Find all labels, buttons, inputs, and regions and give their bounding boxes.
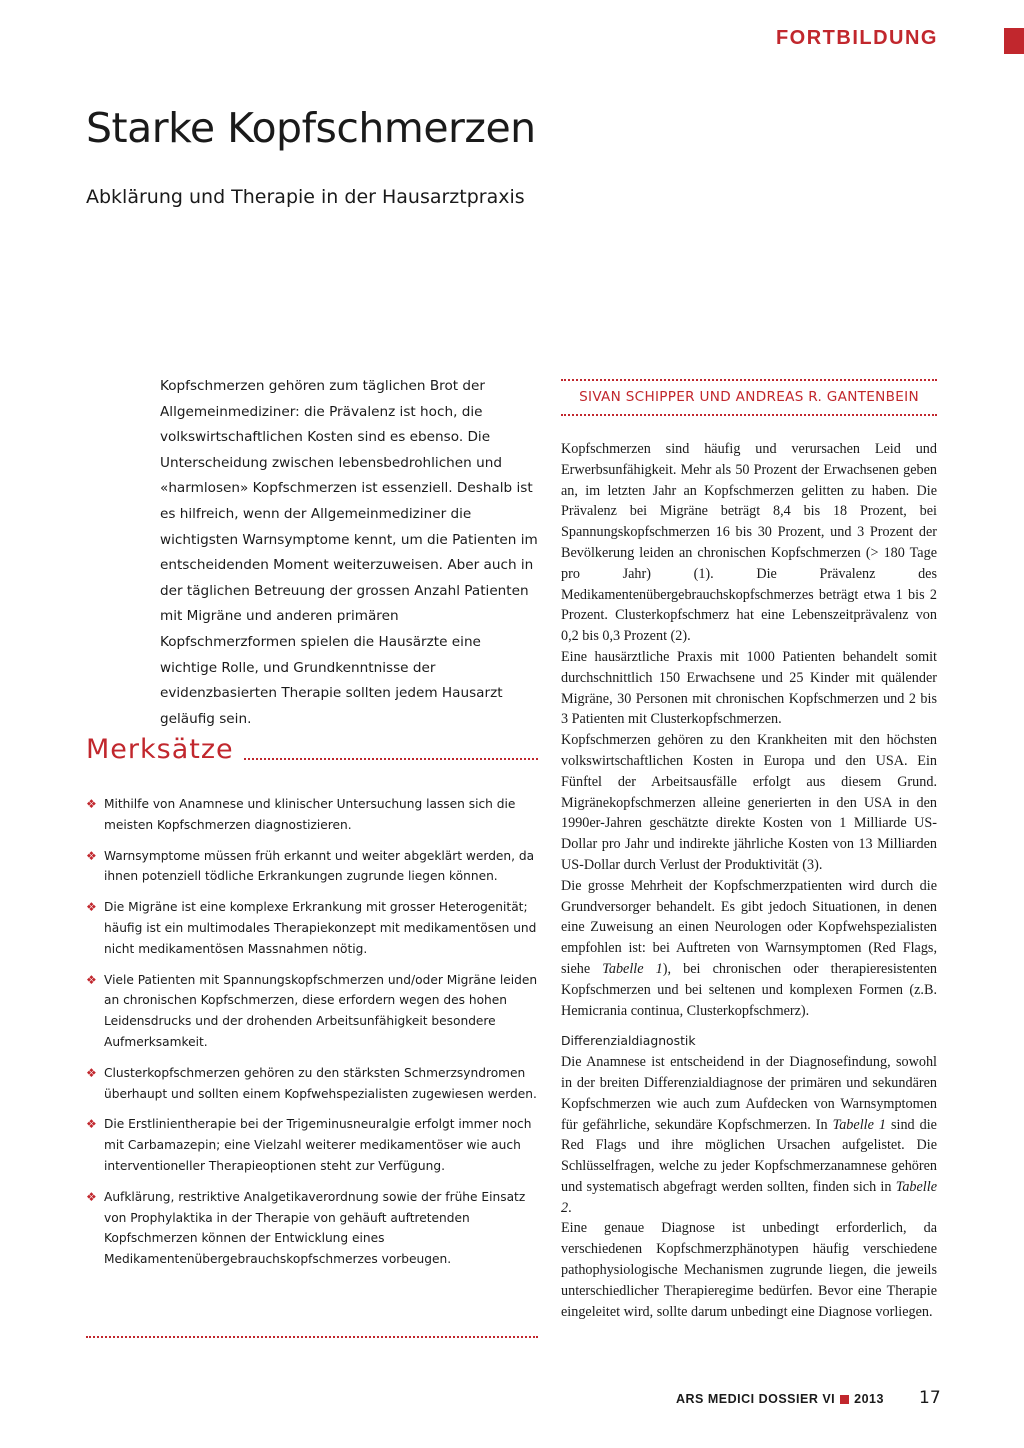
body-paragraph: Kopfschmerzen gehören zu den Krankheiten mit den höchsten volkswirtschaftlichen Kosten in Europa und den USA. Ein Fünftel der Arbeitsausfälle erfolgt aus diesem Grund. Migränekopfschmerzen alleine generierten in den USA in den 1990er-Jahren geschätzte direkte Kosten von 1 Milliarde US-Dollar pro Jahr und indirekte jährliche Kosten von 13 Milliarden US-Dollar durch Verlust der Produktivität (3). xyxy=(561,732,937,873)
diamond-bullet-icon: ❖ xyxy=(86,797,97,811)
table-reference-link[interactable]: Tabelle 2 xyxy=(561,1178,937,1216)
merksatz-item xyxy=(86,1114,538,1176)
body-paragraph: Eine hausärztliche Praxis mit 1000 Patienten behandelt somit durchschnittlich 150 Erwachsene und 25 Kinder mit quälender Migräne, 30 Personen mit chronischen Kopfschmerzen und 2 bis 3 Patienten mit Clusterkopfschmerzen. xyxy=(561,648,937,728)
page-number: 17 xyxy=(919,1388,941,1408)
journal-name: ARS MEDICI DOSSIER VI xyxy=(676,1392,836,1406)
merksaetze-list xyxy=(86,794,538,1280)
section-color-mark xyxy=(1004,28,1024,54)
article-title: Starke Kopfschmerzen xyxy=(86,104,536,152)
merksatz-text: Die Erstlinientherapie bei der Trigeminusneuralgie erfolgt immer noch mit Carbamazepin; eine Vielzahl weiterer medikamentöser wie auch interventioneller Therapieoptionen steht zur Verfügung. xyxy=(104,1117,532,1173)
article-body xyxy=(561,439,937,1322)
body-text-segment: . xyxy=(568,1199,572,1216)
diamond-bullet-icon: ❖ xyxy=(86,848,97,863)
diamond-bullet-icon: ❖ xyxy=(86,1117,97,1132)
diamond-bullet-icon: ❖ xyxy=(86,1189,97,1204)
body-text-segment: ), bei chronischen oder therapieresistenten Kopfschmerzen und bei seltenen und komplexen Formen (z.B. Hemicrania continua, Clusterkopfschmerz). xyxy=(561,960,937,1019)
footer-journal xyxy=(676,1392,884,1406)
authors-rule-top xyxy=(561,379,937,381)
merksatz-item xyxy=(86,846,538,888)
merksatz-text: Viele Patienten mit Spannungskopfschmerzen und/oder Migräne leiden an chronischen Kopfschmerzen, diese erfordern wegen des hohen Leidensdrucks und der drohenden Arbeitsunfähigkeit besondere Aufmerksamkeit. xyxy=(104,972,538,1049)
merksatz-text: Mithilfe von Anamnese und klinischer Untersuchung lassen sich die meisten Kopfschmerzen diagnostizieren. xyxy=(104,797,516,832)
merksaetze-header xyxy=(86,732,538,768)
authors-rule-bottom xyxy=(561,414,937,416)
diamond-bullet-icon: ❖ xyxy=(86,900,97,915)
body-paragraph: Eine genaue Diagnose ist unbedingt erforderlich, da verschiedenen Kopfschmerzphänotypen häufig verschiedene pathophysiologische Mechanismen zugrunde liegen, die jeweils unterschiedlicher Therapieregime bedürfen. Bevor eine Therapie eingeleitet wird, sollte darum unbedingt eine Diagnose vorliegen. xyxy=(561,1220,937,1320)
body-paragraph: Kopfschmerzen sind häufig und verursachen Leid und Erwerbsunfähigkeit. Mehr als 50 Prozent der Erwachsenen geben an, im letzten Jahr an Kopfschmerzen gelitten zu haben. Die Prävalenz bei Migräne beträgt 8,4 bis 18 Prozent, bei Spannungskopfschmerzen 16 bis 30 Prozent, und 3 Prozent der Bevölkerung leiden an chronischen Kopfschmerzen (> 180 Tage pro Jahr) (1). Die Prävalenz des Medikamentenübergebrauchskopfschmerzes beträgt etwa 1 bis 2 Prozent. Clusterkopfschmerz hat eine Lebenszeitprävalenz von 0,2 bis 0,3 Prozent (2). xyxy=(561,441,937,645)
article-lead: Kopfschmerzen gehören zum täglichen Brot der Allgemeinmediziner: die Prävalenz ist hoch, die volkswirtschaftlichen Kosten sind es ebenso. Die Unterscheidung zwischen lebensbedrohlichen und «harmlosen» Kopfschmerzen ist essenziell. Deshalb ist es hilfreich, wenn der Allgemeinmediziner die wichtigsten Warnsymptome kennt, um die Patienten im entscheidenden Moment weiterzuweisen. Aber auch in der täglichen Betreuung der grossen Anzahl Patienten mit Migräne und anderen primären Kopfschmerzformen spielen die Hausärzte eine wichtige Rolle, und Grundkenntnisse der evidenzbasierten Therapie sollten jedem Hausarzt geläufig sein. xyxy=(160,378,538,727)
diamond-bullet-icon: ❖ xyxy=(86,972,97,987)
merksatz-text: Warnsymptome müssen früh erkannt und weiter abgeklärt werden, da ihnen potenziell tödliche Erkrankungen zugrunde liegen können. xyxy=(104,848,535,884)
table-reference-link[interactable]: Tabelle 1 xyxy=(602,960,663,977)
merksatz-item xyxy=(86,970,538,1053)
merksatz-item xyxy=(86,1187,538,1270)
journal-year: 2013 xyxy=(854,1392,884,1406)
merksaetze-title: Merksätze xyxy=(86,734,234,765)
square-separator-icon xyxy=(840,1395,849,1404)
merksatz-item xyxy=(86,794,538,836)
merksatz-text: Clusterkopfschmerzen gehören zu den stärksten Schmerzsyndromen überhaupt und sollten einem Kopfwehspezialisten zugewiesen werden. xyxy=(104,1065,537,1101)
body-text-segment: Die Anamnese ist entscheidend in der Diagnosefindung, sowohl in der breiten Differenzialdiagnose der primären und sekundären Kopfschmerzen wie auch zum Aufdecken von Warnsymptomen für gefährliche, sekundäre Kopfschmerzen. In xyxy=(561,1054,937,1133)
section-label: FORTBILDUNG xyxy=(775,27,938,49)
dotted-rule xyxy=(244,758,538,760)
authors-line: SIVAN SCHIPPER UND ANDREAS R. GANTENBEIN xyxy=(579,389,919,405)
dotted-rule-bottom xyxy=(86,1336,538,1338)
merksatz-item xyxy=(86,897,538,959)
merksatz-item xyxy=(86,1063,538,1105)
merksatz-text: Aufklärung, restriktive Analgetikaverordnung sowie der frühe Einsatz von Prophylaktika in der Therapie von gehäuft auftretenden Kopfschmerzen können der Entwicklung eines Medikamentenübergebrauchskopfschmerzes vorbeugen. xyxy=(104,1189,526,1267)
body-paragraph xyxy=(561,1052,937,1218)
body-text-segment: sind die Red Flags und ihre möglichen Ursachen aufgelistet. Die Schlüsselfragen, welche zu jeder Kopfschmerzanamnese gehören und systematisch abgefragt werden sollten, finden sich in xyxy=(561,1116,937,1195)
section-subheading: Differenzialdiagnostik xyxy=(561,1033,696,1049)
diamond-bullet-icon: ❖ xyxy=(86,1065,97,1080)
merksatz-text: Die Migräne ist eine komplexe Erkrankung mit grosser Heterogenität; häufig ist ein multimodales Therapiekonzept mit medikamentösen und nicht medikamentösen Massnahmen nötig. xyxy=(104,900,537,956)
article-subtitle: Abklärung und Therapie in der Hausarztpraxis xyxy=(86,186,525,208)
table-reference-link[interactable]: Tabelle 1 xyxy=(832,1116,886,1133)
body-paragraph xyxy=(561,876,937,1022)
body-text-segment: Die grosse Mehrheit der Kopfschmerzpatienten wird durch die Grundversorger behandelt. Es gibt jedoch Situationen, in denen eine Zuweisung an einen Neurologen oder Kopfwehspezialisten empfohlen ist: bei Auftreten von Warnsymptomen (Red Flags, siehe xyxy=(561,877,937,977)
